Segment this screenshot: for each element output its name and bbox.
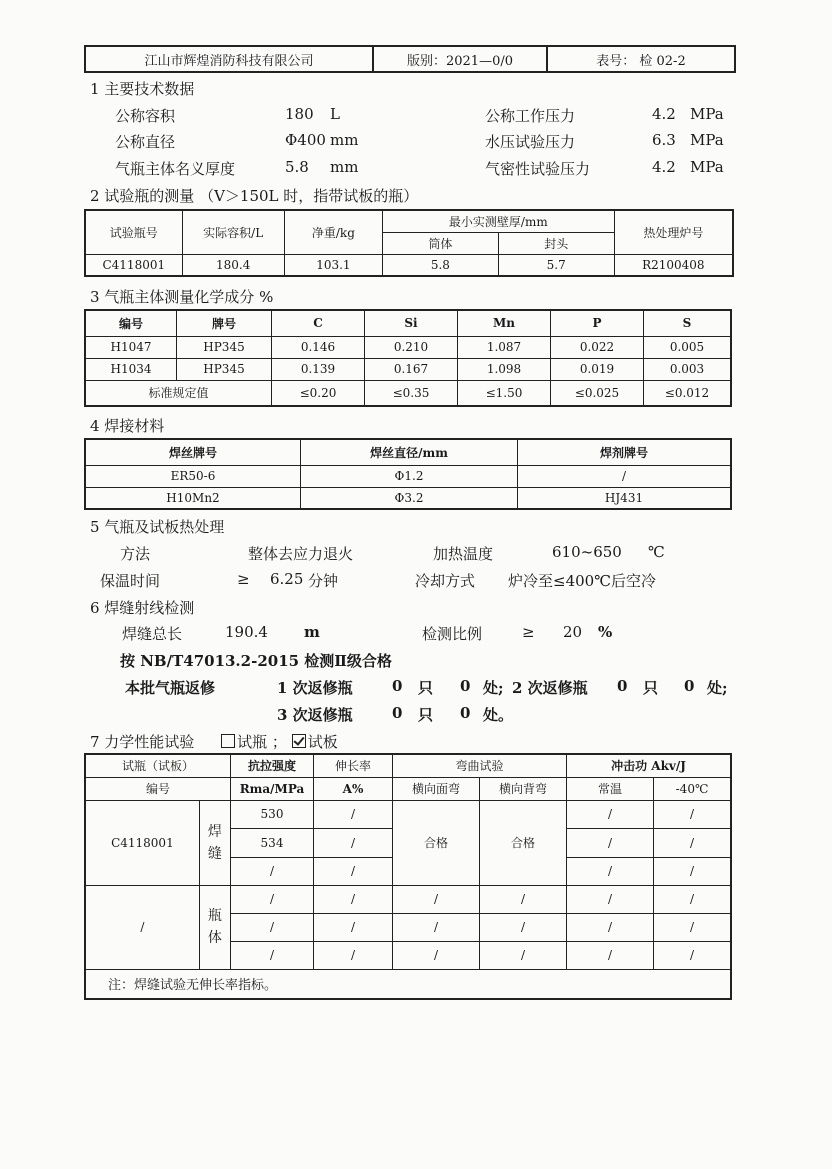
- repair2-count: 0: [617, 677, 628, 695]
- hold-label: 保温时间: [100, 572, 161, 590]
- repair1-count: 0: [392, 677, 403, 695]
- work-pressure-value: 4.2: [652, 105, 676, 123]
- col-sample-no: 编号: [85, 777, 231, 800]
- cell: /: [567, 800, 654, 828]
- heat-unit: ℃: [648, 543, 665, 561]
- thickness-label: 气瓶主体名义厚度: [115, 160, 236, 178]
- cell: /: [567, 857, 654, 885]
- section-1-title: 1 主要技术数据: [90, 80, 195, 98]
- cell: ≤1.50: [458, 380, 551, 406]
- section-7-title: [90, 731, 338, 752]
- company-name: 江山市辉煌消防科技有限公司: [85, 46, 373, 72]
- col-header: 牌号: [177, 310, 272, 336]
- hold-unit: 分钟: [308, 572, 339, 590]
- hydro-pressure-label: 水压试验压力: [485, 133, 576, 151]
- nominal-volume-label: 公称容积: [115, 107, 176, 125]
- repair1-unit: 只: [418, 679, 434, 697]
- cell: 534: [231, 828, 314, 857]
- option-separator: ；: [271, 733, 287, 751]
- section-2-title: 2 试验瓶的测量 （V＞150L 时，指带试板的瓶）: [90, 187, 419, 205]
- cell: /: [231, 913, 314, 941]
- col-elong: 伸长率: [314, 754, 393, 777]
- cell: 0.022: [551, 336, 644, 358]
- repair3-label: 3 次返修瓶: [277, 706, 353, 724]
- cell: /: [518, 465, 732, 487]
- cell: /: [654, 913, 732, 941]
- checkbox-checked-icon[interactable]: [292, 734, 306, 748]
- cell: 0.139: [272, 358, 365, 380]
- cell: /: [567, 913, 654, 941]
- nominal-volume-value: 180: [285, 105, 314, 123]
- cell: /: [654, 941, 732, 969]
- work-pressure-unit: MPa: [690, 105, 724, 123]
- option-plate[interactable]: [292, 733, 338, 751]
- table-row: [85, 800, 731, 828]
- cell: /: [480, 913, 567, 941]
- cell: 0.167: [365, 358, 458, 380]
- standard-row: [85, 380, 731, 406]
- cell: ≤0.012: [644, 380, 732, 406]
- col-bend-face: 横向面弯: [393, 777, 480, 800]
- repair3-unit: 只: [418, 706, 434, 724]
- inspection-standard: 按 NB/T47013.2-2015 检测Ⅱ级合格: [120, 652, 392, 670]
- cell: ≤0.025: [551, 380, 644, 406]
- col-header: 焊丝牌号: [85, 439, 301, 465]
- weld-total-label: 焊缝总长: [122, 625, 183, 643]
- repair2-unit: 只: [643, 679, 659, 697]
- col-furnace: 热处理炉号: [614, 210, 733, 254]
- option-bottle-label: 试瓶: [237, 733, 268, 751]
- repair3-count: 0: [392, 704, 403, 722]
- measurement-table: [84, 209, 734, 277]
- section-7-label: 7 力学性能试验: [90, 733, 195, 751]
- table-row: [85, 336, 731, 358]
- cell: 180.4: [182, 254, 284, 276]
- hydro-pressure-unit: MPa: [690, 131, 724, 149]
- cell: Φ1.2: [301, 465, 518, 487]
- weld-total-value: 190.4: [225, 623, 268, 641]
- cell: 0.019: [551, 358, 644, 380]
- col-header: P: [551, 310, 644, 336]
- version-field: 版别：2021—0/0: [373, 46, 547, 72]
- section-3-title: 3 气瓶主体测量化学成分 %: [90, 288, 274, 306]
- repair3-pos-unit: 处。: [483, 706, 514, 724]
- heat-value: 610~650: [552, 543, 622, 561]
- col-header: 焊剂牌号: [518, 439, 732, 465]
- checkbox-unchecked-icon[interactable]: [221, 734, 235, 748]
- cell: H1047: [85, 336, 177, 358]
- cell: 1.087: [458, 336, 551, 358]
- heat-label: 加热温度: [433, 545, 494, 563]
- repair3-pos: 0: [460, 704, 471, 722]
- col-header: 焊丝直径/mm: [301, 439, 518, 465]
- cell: /: [393, 941, 480, 969]
- col-bend: 弯曲试验: [393, 754, 567, 777]
- cell: 5.7: [498, 254, 614, 276]
- table-row: [85, 465, 731, 487]
- table-row: [85, 254, 733, 276]
- weld-bend-face: 合格: [393, 800, 480, 885]
- col-header: 编号: [85, 310, 177, 336]
- cell: /: [654, 828, 732, 857]
- mechanical-table: [84, 753, 732, 1000]
- col-tensile: 抗拉强度: [231, 754, 314, 777]
- tight-pressure-label: 气密性试验压力: [485, 160, 591, 178]
- cell: /: [393, 913, 480, 941]
- col-weight: 净重/kg: [284, 210, 382, 254]
- repair2-pos-unit: 处;: [707, 679, 728, 697]
- weld-total-unit: m: [304, 623, 320, 641]
- repair2-label: 2 次返修瓶: [512, 679, 588, 697]
- hold-symbol: ≥: [237, 570, 250, 588]
- welding-material-table: [84, 438, 732, 510]
- ratio-unit: %: [598, 623, 613, 641]
- cell: 0.210: [365, 336, 458, 358]
- cell: /: [567, 941, 654, 969]
- cell: /: [231, 941, 314, 969]
- col-header: Mn: [458, 310, 551, 336]
- cell: /: [654, 857, 732, 885]
- cell: /: [231, 885, 314, 913]
- sample-id: C4118001: [85, 800, 199, 885]
- std-label: 标准规定值: [85, 380, 272, 406]
- cell: ER50-6: [85, 465, 301, 487]
- cell: /: [314, 913, 393, 941]
- col-sample: 试瓶（试板）: [85, 754, 231, 777]
- col-header: C: [272, 310, 365, 336]
- cell: /: [393, 885, 480, 913]
- repair-label: 本批气瓶返修: [125, 679, 216, 697]
- cell: 0.146: [272, 336, 365, 358]
- cool-value: 炉冷至≤400℃后空冷: [508, 572, 656, 590]
- cell: HJ431: [518, 487, 732, 509]
- table-row: [85, 487, 731, 509]
- col-min-wall: 最小实测壁厚/mm: [382, 210, 614, 232]
- weld-bend-back: 合格: [480, 800, 567, 885]
- cell: /: [567, 828, 654, 857]
- cell: /: [480, 885, 567, 913]
- table-row: [85, 358, 731, 380]
- cell: R2100408: [614, 254, 733, 276]
- repair1-pos: 0: [460, 677, 471, 695]
- cell: Φ3.2: [301, 487, 518, 509]
- col-header: Si: [365, 310, 458, 336]
- cell: 5.8: [382, 254, 498, 276]
- ratio-value: 20: [563, 623, 583, 641]
- cell: /: [314, 828, 393, 857]
- header-table: [84, 45, 736, 73]
- cell: /: [654, 885, 732, 913]
- section-4-title: 4 焊接材料: [90, 417, 165, 435]
- work-pressure-label: 公称工作压力: [485, 107, 576, 125]
- body-label-1: 瓶: [207, 908, 222, 924]
- method-value: 整体去应力退火: [248, 545, 354, 563]
- nominal-diameter-unit: mm: [330, 131, 359, 149]
- cell: H10Mn2: [85, 487, 301, 509]
- repair2-pos: 0: [684, 677, 695, 695]
- body-label: [199, 885, 230, 969]
- section-6-title: 6 焊缝射线检测: [90, 599, 195, 617]
- col-bend-back: 横向背弯: [480, 777, 567, 800]
- cell: C4118001: [85, 254, 182, 276]
- cell: HP345: [177, 358, 272, 380]
- method-label: 方法: [120, 545, 151, 563]
- option-bottle[interactable]: [221, 733, 267, 751]
- weld-label: [199, 800, 230, 885]
- chemistry-table: [84, 309, 732, 407]
- repair1-pos-unit: 处;: [483, 679, 504, 697]
- col-impact: 冲击功 Akv/J: [567, 754, 732, 777]
- cell: /: [314, 941, 393, 969]
- hold-value: 6.25: [270, 570, 304, 588]
- col-body: 筒体: [382, 232, 498, 254]
- cell: /: [314, 857, 393, 885]
- cell: /: [567, 885, 654, 913]
- form-number: 表号： 检 02-2: [547, 46, 735, 72]
- ratio-label: 检测比例: [422, 625, 483, 643]
- cell: /: [654, 800, 732, 828]
- col-tensile-unit: Rma/MPa: [231, 777, 314, 800]
- tight-pressure-unit: MPa: [690, 158, 724, 176]
- cell: H1034: [85, 358, 177, 380]
- table-note: 注：焊缝试验无伸长率指标。: [85, 969, 731, 999]
- cell: ≤0.20: [272, 380, 365, 406]
- cell: 103.1: [284, 254, 382, 276]
- thickness-unit: mm: [330, 158, 359, 176]
- cell: 1.098: [458, 358, 551, 380]
- table-row: [85, 885, 731, 913]
- weld-label-2: 缝: [207, 845, 222, 862]
- cell: /: [314, 885, 393, 913]
- hydro-pressure-value: 6.3: [652, 131, 676, 149]
- option-plate-label: 试板: [307, 733, 338, 751]
- cell: /: [314, 800, 393, 828]
- thickness-value: 5.8: [285, 158, 309, 176]
- col-minus40: -40℃: [654, 777, 732, 800]
- col-header: S: [644, 310, 732, 336]
- ratio-symbol: ≥: [522, 623, 535, 641]
- nominal-volume-unit: L: [330, 105, 340, 123]
- body-id: /: [85, 885, 199, 969]
- section-5-title: 5 气瓶及试板热处理: [90, 518, 225, 536]
- col-normal-temp: 常温: [567, 777, 654, 800]
- col-elong-unit: A%: [314, 777, 393, 800]
- cell: /: [231, 857, 314, 885]
- cell: 0.005: [644, 336, 732, 358]
- nominal-diameter-label: 公称直径: [115, 133, 176, 151]
- nominal-diameter-value: Φ400: [285, 131, 326, 149]
- col-volume: 实际容积/L: [182, 210, 284, 254]
- cool-label: 冷却方式: [415, 572, 476, 590]
- cell: 0.003: [644, 358, 732, 380]
- col-head: 封头: [498, 232, 614, 254]
- tight-pressure-value: 4.2: [652, 158, 676, 176]
- cell: 530: [231, 800, 314, 828]
- cell: HP345: [177, 336, 272, 358]
- repair1-label: 1 次返修瓶: [277, 679, 353, 697]
- cell: /: [480, 941, 567, 969]
- cell: ≤0.35: [365, 380, 458, 406]
- body-label-2: 体: [207, 930, 222, 946]
- weld-label-1: 焊: [207, 823, 222, 840]
- col-bottle-no: 试验瓶号: [85, 210, 182, 254]
